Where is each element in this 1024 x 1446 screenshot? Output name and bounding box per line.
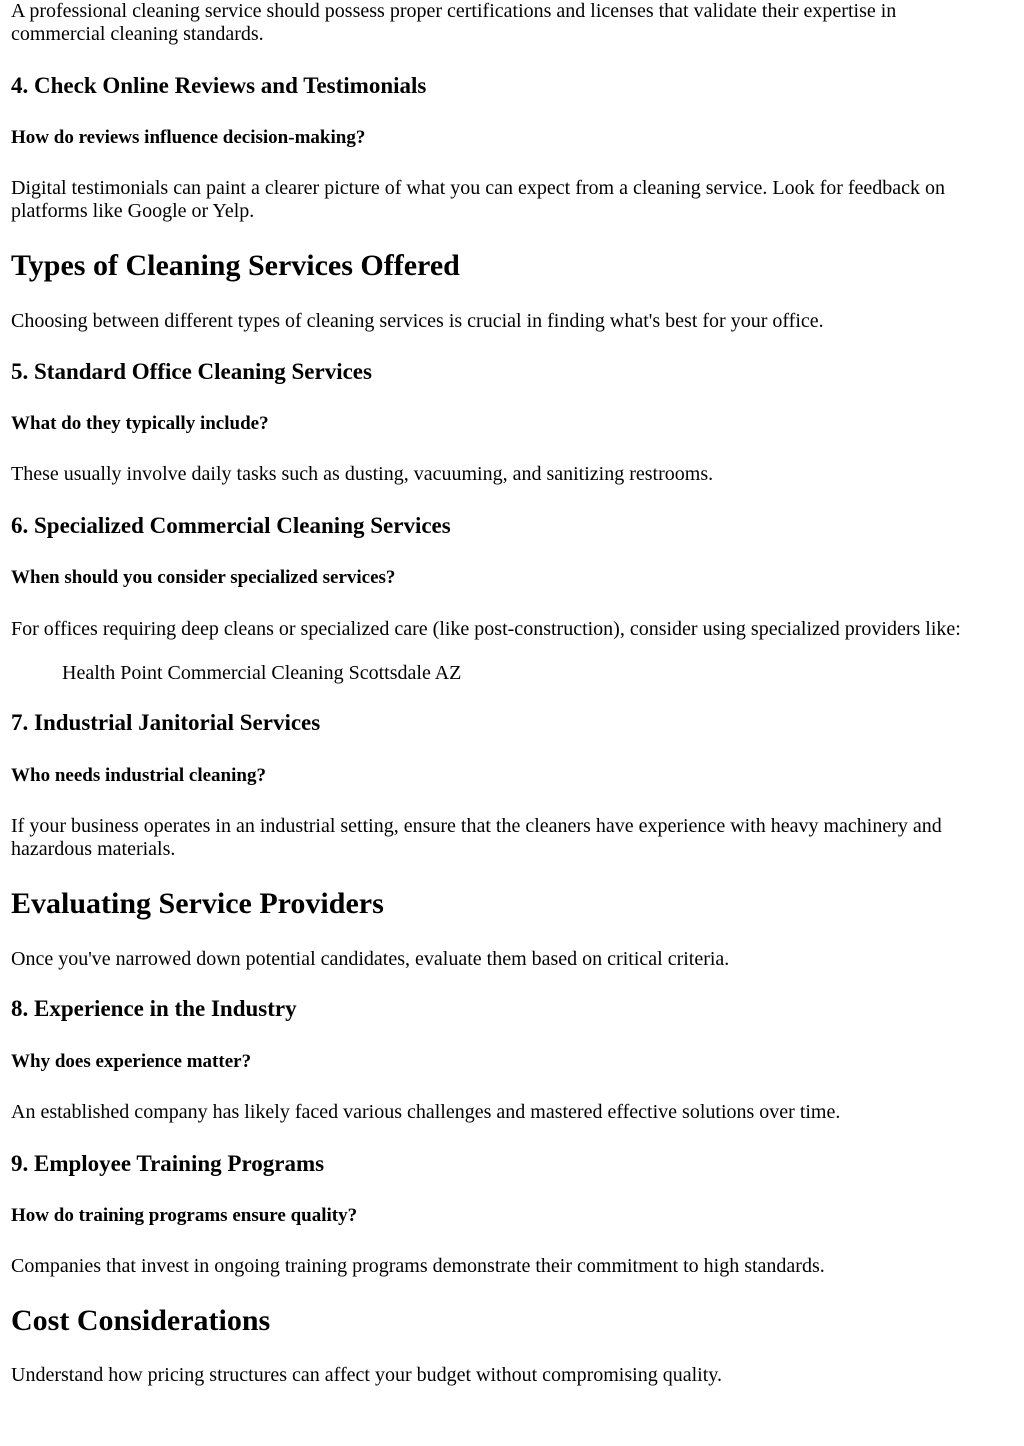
heading-specialized-cleaning: 6. Specialized Commercial Cleaning Services	[11, 513, 451, 538]
paragraph-certifications: A professional cleaning service should possess proper certifications and licenses that validate their expertise in commercial cleaning standards.	[11, 0, 897, 45]
paragraph-reviews: Digital testimonials can paint a clearer picture of what you can expect from a cleaning service. Look for feedback on platforms like Google or Yelp.	[11, 177, 946, 222]
question-standard: What do they typically include?	[11, 413, 269, 434]
paragraph-types: Choosing between different types of cleaning services is crucial in finding what's best for your office.	[11, 310, 824, 332]
heading-industrial-janitorial: 7. Industrial Janitorial Services	[11, 710, 321, 735]
heading-training-programs: 9. Employee Training Programs	[11, 1151, 325, 1176]
question-training: How do training programs ensure quality?	[11, 1205, 358, 1226]
paragraph-experience: An established company has likely faced various challenges and mastered effective solutions over time.	[11, 1101, 841, 1123]
heading-experience: 8. Experience in the Industry	[11, 996, 297, 1021]
paragraph-cost: Understand how pricing structures can affect your budget without compromising quality.	[11, 1364, 722, 1386]
question-industrial: Who needs industrial cleaning?	[11, 765, 266, 786]
provider-name: Health Point Commercial Cleaning Scottsdale AZ	[62, 662, 462, 684]
heading-cost-considerations: Cost Considerations	[11, 1304, 271, 1337]
question-experience: Why does experience matter?	[11, 1051, 252, 1072]
paragraph-industrial: If your business operates in an industrial setting, ensure that the cleaners have experience with heavy machinery and hazardous materials.	[11, 815, 942, 860]
paragraph-standard: These usually involve daily tasks such as dusting, vacuuming, and sanitizing restrooms.	[11, 463, 714, 485]
paragraph-evaluating: Once you've narrowed down potential candidates, evaluate them based on critical criteria.	[11, 948, 730, 970]
heading-standard-cleaning: 5. Standard Office Cleaning Services	[11, 359, 372, 384]
paragraph-training: Companies that invest in ongoing training programs demonstrate their commitment to high standards.	[11, 1255, 825, 1277]
question-reviews: How do reviews influence decision-making?	[11, 127, 366, 148]
heading-check-reviews: 4. Check Online Reviews and Testimonials	[11, 73, 427, 98]
question-specialized: When should you consider specialized services?	[11, 567, 396, 588]
heading-types-of-services: Types of Cleaning Services Offered	[11, 249, 460, 282]
heading-evaluating-providers: Evaluating Service Providers	[11, 887, 384, 920]
paragraph-specialized: For offices requiring deep cleans or specialized care (like post-construction), consider using specialized providers like:	[11, 618, 961, 640]
